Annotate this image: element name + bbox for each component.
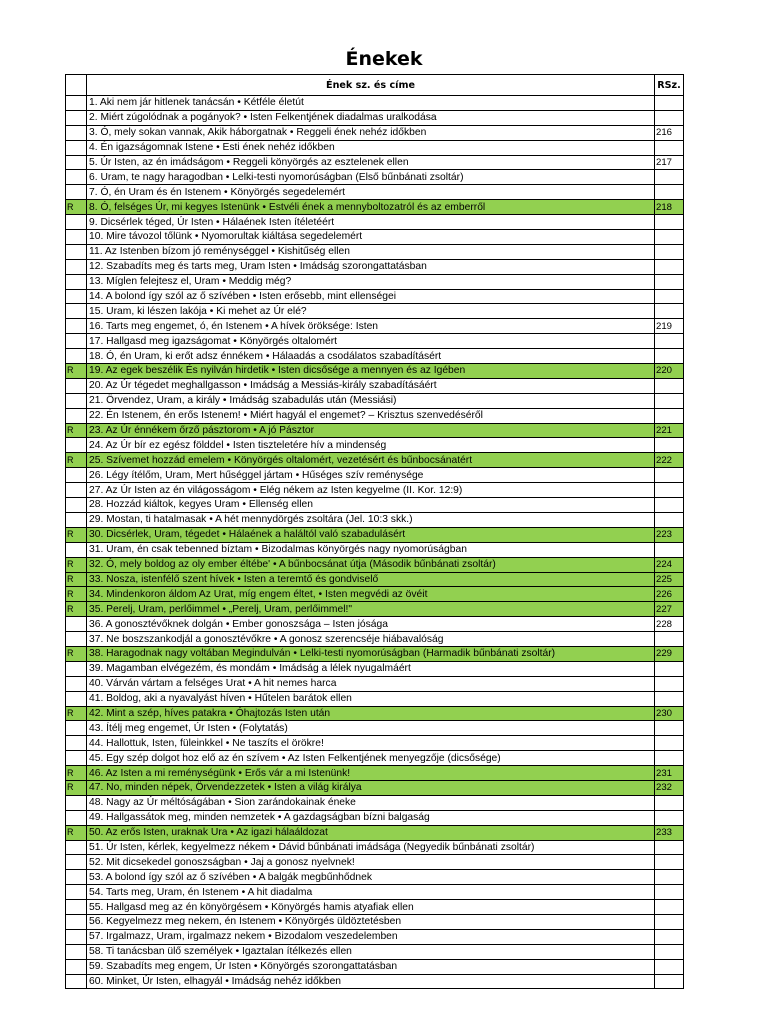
rsz-number: 219: [655, 319, 684, 334]
song-title: 52. Mit dicsekedel gonoszságban • Jaj a gonosz nyelvnek!: [87, 855, 655, 870]
table-row: [66, 542, 684, 557]
rsz-number: [655, 870, 684, 885]
rsz-number: 231: [655, 766, 684, 781]
rsz-number: 226: [655, 587, 684, 602]
row-mark: [66, 393, 87, 408]
rsz-number: [655, 140, 684, 155]
table-row: [66, 438, 684, 453]
table-row: [66, 393, 684, 408]
table-row: [66, 230, 684, 245]
table-row: [66, 244, 684, 259]
song-title: 32. Ó, mely boldog az oly ember éltébe' • A bűnbocsánat útja (Második bűnbánati zsoltár): [87, 557, 655, 572]
row-mark: [66, 959, 87, 974]
table-row: [66, 646, 684, 661]
rsz-number: [655, 408, 684, 423]
rsz-number: [655, 751, 684, 766]
song-title: 34. Mindenkoron áldom Az Urat, míg engem éltet, • Isten megvédi az övéit: [87, 587, 655, 602]
song-title: 39. Magamban elvégezém, és mondám • Imádság a lélek nyugalmáért: [87, 661, 655, 676]
row-mark: [66, 840, 87, 855]
song-title: 60. Minket, Úr Isten, elhagyál • Imádság nehéz időkben: [87, 974, 655, 989]
rsz-number: [655, 914, 684, 929]
rsz-number: 228: [655, 617, 684, 632]
row-mark: [66, 661, 87, 676]
rsz-number: [655, 721, 684, 736]
rsz-number: [655, 185, 684, 200]
rsz-number: 230: [655, 706, 684, 721]
rsz-number: [655, 334, 684, 349]
row-mark: [66, 185, 87, 200]
table-row: [66, 259, 684, 274]
table-row: [66, 349, 684, 364]
row-mark: [66, 334, 87, 349]
row-mark: [66, 304, 87, 319]
rsz-number: [655, 736, 684, 751]
song-title: 59. Szabadíts meg engem, Úr Isten • Könyörgés szorongattatásban: [87, 959, 655, 974]
rsz-number: [655, 944, 684, 959]
song-title: 19. Az egek beszélik És nyilván hirdetik • Isten dicsősége a mennyen és az Igében: [87, 364, 655, 379]
row-mark: [66, 885, 87, 900]
table-row: [66, 721, 684, 736]
rsz-number: 221: [655, 423, 684, 438]
table-row: [66, 661, 684, 676]
song-title: 28. Hozzád kiáltok, kegyes Uram • Ellenség ellen: [87, 498, 655, 513]
row-mark: R: [66, 527, 87, 542]
rsz-number: 220: [655, 364, 684, 379]
song-title: 46. Az Isten a mi reménységünk • Erős vár a mi Istenünk!: [87, 766, 655, 781]
row-mark: [66, 676, 87, 691]
song-title: 6. Uram, te nagy haragodban • Lelki-testi nyomorúságban (Első bűnbánati zsoltár): [87, 170, 655, 185]
song-title: 41. Boldog, aki a nyavalyást híven • Hűtelen barátok ellen: [87, 691, 655, 706]
song-title: 21. Örvendez, Uram, a király • Imádság szabadulás után (Messiási): [87, 393, 655, 408]
row-mark: R: [66, 423, 87, 438]
table-row: [66, 974, 684, 989]
song-title: 22. Én Istenem, én erős Istenem! • Miért hagyál el engemet? – Krisztus szenvedéséről: [87, 408, 655, 423]
song-title: 11. Az Istenben bízom jó reménységgel • Kishitűség ellen: [87, 244, 655, 259]
song-title: 44. Hallottuk, Isten, füleinkkel • Ne taszíts el örökre!: [87, 736, 655, 751]
table-row: [66, 512, 684, 527]
table-row: [66, 855, 684, 870]
row-mark: [66, 125, 87, 140]
rsz-number: [655, 393, 684, 408]
rsz-number: [655, 483, 684, 498]
song-title: 27. Az Úr Isten az én világosságom • Elég nékem az Isten kegyelme (II. Kor. 12:9): [87, 483, 655, 498]
table-row: [66, 483, 684, 498]
rsz-number: [655, 468, 684, 483]
table-row: [66, 632, 684, 647]
rsz-number: 233: [655, 825, 684, 840]
table-row: [66, 885, 684, 900]
rsz-number: 227: [655, 602, 684, 617]
rsz-number: [655, 349, 684, 364]
table-row: [66, 557, 684, 572]
song-title: 26. Légy ítélőm, Uram, Mert hűséggel jártam • Hűséges szív reménysége: [87, 468, 655, 483]
row-mark: [66, 349, 87, 364]
rsz-number: [655, 810, 684, 825]
row-mark: [66, 215, 87, 230]
song-title: 15. Uram, ki lészen lakója • Ki mehet az Úr elé?: [87, 304, 655, 319]
song-title: 51. Úr Isten, kérlek, kegyelmezz nékem • Dávid bűnbánati imádsága (Negyedik bűnbánati zsoltár): [87, 840, 655, 855]
song-title: 29. Mostan, ti hatalmasak • A hét mennydörgés zsoltára (Jel. 10:3 skk.): [87, 512, 655, 527]
rsz-number: 229: [655, 646, 684, 661]
table-row: [66, 274, 684, 289]
row-mark: R: [66, 825, 87, 840]
row-mark: [66, 110, 87, 125]
table-row: [66, 364, 684, 379]
table-row: [66, 900, 684, 915]
song-title: 18. Ó, én Uram, ki erőt adsz énnékem • Hálaadás a csodálatos szabadításért: [87, 349, 655, 364]
row-mark: [66, 468, 87, 483]
rsz-number: [655, 289, 684, 304]
song-title: 10. Mire távozol tőlünk • Nyomorultak kiáltása segedelemért: [87, 230, 655, 245]
song-title: 25. Szívemet hozzád emelem • Könyörgés oltalomért, vezetésért és bűnbocsánatért: [87, 453, 655, 468]
row-mark: [66, 617, 87, 632]
rsz-number: [655, 274, 684, 289]
table-row: [66, 527, 684, 542]
rsz-number: [655, 840, 684, 855]
row-mark: R: [66, 602, 87, 617]
table-row: [66, 914, 684, 929]
row-mark: [66, 289, 87, 304]
table-row: [66, 959, 684, 974]
row-mark: [66, 319, 87, 334]
song-title: 2. Miért zúgolódnak a pogányok? • Isten Felkentjének diadalmas uralkodása: [87, 110, 655, 125]
song-title: 3. Ó, mely sokan vannak, Akik háborgatnak • Reggeli ének nehéz időkben: [87, 125, 655, 140]
row-mark: [66, 974, 87, 989]
table-row: [66, 125, 684, 140]
song-title: 12. Szabadíts meg és tarts meg, Uram Isten • Imádság szorongattatásban: [87, 259, 655, 274]
row-mark: R: [66, 587, 87, 602]
row-mark: [66, 810, 87, 825]
table-row: [66, 408, 684, 423]
song-title: 53. A bolond így szól az ő szívében • A balgák megbűnhődnek: [87, 870, 655, 885]
song-title: 40. Várván vártam a felséges Urat • A hit nemes harca: [87, 676, 655, 691]
row-mark: [66, 542, 87, 557]
rsz-number: 222: [655, 453, 684, 468]
rsz-number: 223: [655, 527, 684, 542]
header-song-title: Ének sz. és címe: [87, 75, 655, 96]
table-row: [66, 185, 684, 200]
row-mark: R: [66, 200, 87, 215]
song-title: 13. Míglen felejtesz el, Uram • Meddig még?: [87, 274, 655, 289]
row-mark: [66, 96, 87, 111]
row-mark: [66, 408, 87, 423]
rsz-number: [655, 542, 684, 557]
rsz-number: [655, 438, 684, 453]
table-row: [66, 155, 684, 170]
table-row: [66, 423, 684, 438]
row-mark: [66, 900, 87, 915]
table-row: [66, 706, 684, 721]
rsz-number: [655, 855, 684, 870]
row-mark: R: [66, 646, 87, 661]
table-row: [66, 200, 684, 215]
song-title: 56. Kegyelmezz meg nekem, én Istenem • Könyörgés üldöztetésben: [87, 914, 655, 929]
rsz-number: [655, 632, 684, 647]
row-mark: R: [66, 557, 87, 572]
rsz-number: 218: [655, 200, 684, 215]
song-title: 33. Nosza, istenfélő szent hívek • Isten a teremtő és gondviselő: [87, 572, 655, 587]
table-row: [66, 810, 684, 825]
table-row: [66, 96, 684, 111]
song-title: 48. Nagy az Úr méltóságában • Sion zarándokainak éneke: [87, 795, 655, 810]
rsz-number: [655, 244, 684, 259]
song-title: 9. Dicsérlek téged, Úr Isten • Hálaének Isten ítéletéért: [87, 215, 655, 230]
table-row: [66, 676, 684, 691]
row-mark: [66, 498, 87, 513]
table-row: [66, 602, 684, 617]
songs-table: [65, 74, 684, 989]
table-row: [66, 498, 684, 513]
song-title: 55. Hallgasd meg az én könyörgésem • Könyörgés hamis atyafiak ellen: [87, 900, 655, 915]
song-title: 14. A bolond így szól az ő szívében • Isten erősebb, mint ellenségei: [87, 289, 655, 304]
song-title: 45. Egy szép dolgot hoz elő az én szívem • Az Isten Felkentjének menyegzője (dicsősége): [87, 751, 655, 766]
rsz-number: 225: [655, 572, 684, 587]
row-mark: [66, 795, 87, 810]
rsz-number: 216: [655, 125, 684, 140]
song-title: 23. Az Úr énnékem őrző pásztorom • A jó Pásztor: [87, 423, 655, 438]
song-title: 58. Ti tanácsban ülő személyek • Igaztalan ítélkezés ellen: [87, 944, 655, 959]
row-mark: [66, 721, 87, 736]
row-mark: [66, 914, 87, 929]
rsz-number: 232: [655, 780, 684, 795]
song-title: 30. Dicsérlek, Uram, tégedet • Hálaének a haláltól való szabadulásért: [87, 527, 655, 542]
row-mark: R: [66, 572, 87, 587]
table-row: [66, 453, 684, 468]
row-mark: [66, 274, 87, 289]
row-mark: [66, 870, 87, 885]
song-title: 38. Haragodnak nagy voltában Megindulván • Lelki-testi nyomorúságban (Harmadik bűnbánati zsoltár): [87, 646, 655, 661]
song-title: 17. Hallgasd meg igazságomat • Könyörgés oltalomért: [87, 334, 655, 349]
song-title: 35. Perelj, Uram, perlőimmel • „Perelj, Uram, perlőimmel!": [87, 602, 655, 617]
song-title: 31. Uram, én csak tebenned bíztam • Bizodalmas könyörgés nagy nyomorúságban: [87, 542, 655, 557]
row-mark: [66, 751, 87, 766]
song-title: 20. Az Úr tégedet meghallgasson • Imádság a Messiás-király szabadításáért: [87, 378, 655, 393]
page-title: Énekek: [345, 48, 423, 70]
row-mark: [66, 512, 87, 527]
rsz-number: [655, 170, 684, 185]
row-mark: [66, 170, 87, 185]
row-mark: [66, 230, 87, 245]
table-row: [66, 289, 684, 304]
rsz-number: [655, 691, 684, 706]
song-title: 16. Tarts meg engemet, ó, én Istenem • A hívek öröksége: Isten: [87, 319, 655, 334]
rsz-number: [655, 661, 684, 676]
rsz-number: [655, 110, 684, 125]
table-row: [66, 572, 684, 587]
songs-table-body: [66, 96, 684, 989]
rsz-number: [655, 795, 684, 810]
table-row: [66, 944, 684, 959]
song-title: 5. Úr Isten, az én imádságom • Reggeli könyörgés az esztelenek ellen: [87, 155, 655, 170]
row-mark: [66, 140, 87, 155]
song-title: 1. Aki nem jár hitlenek tanácsán • Kétféle életút: [87, 96, 655, 111]
song-title: 37. Ne boszszankodjál a gonosztévőkre • A gonosz szerencséje hiábavalóság: [87, 632, 655, 647]
table-row: [66, 378, 684, 393]
row-mark: [66, 438, 87, 453]
rsz-number: [655, 885, 684, 900]
row-mark: R: [66, 364, 87, 379]
song-title: 24. Az Úr bír ez egész földdel • Isten tiszteletére hív a mindenség: [87, 438, 655, 453]
song-title: 50. Az erős Isten, uraknak Ura • Az igazi hálaáldozat: [87, 825, 655, 840]
rsz-number: [655, 215, 684, 230]
song-title: 57. Irgalmazz, Uram, irgalmazz nekem • Bizodalom veszedelemben: [87, 929, 655, 944]
row-mark: [66, 855, 87, 870]
row-mark: R: [66, 766, 87, 781]
song-title: 54. Tarts meg, Uram, én Istenem • A hit diadalma: [87, 885, 655, 900]
rsz-number: 217: [655, 155, 684, 170]
table-row: [66, 751, 684, 766]
rsz-number: [655, 96, 684, 111]
table-row: [66, 870, 684, 885]
table-header-row: [66, 75, 684, 96]
row-mark: [66, 691, 87, 706]
song-title: 47. No, minden népek, Örvendezzetek • Isten a világ királya: [87, 780, 655, 795]
table-row: [66, 929, 684, 944]
rsz-number: [655, 900, 684, 915]
song-title: 4. Én igazságomnak Istene • Esti ének nehéz időkben: [87, 140, 655, 155]
table-row: [66, 334, 684, 349]
table-row: [66, 110, 684, 125]
row-mark: [66, 929, 87, 944]
row-mark: [66, 736, 87, 751]
row-mark: R: [66, 780, 87, 795]
song-title: 42. Mint a szép, híves patakra • Óhajtozás Isten után: [87, 706, 655, 721]
table-row: [66, 840, 684, 855]
table-row: [66, 736, 684, 751]
rsz-number: [655, 498, 684, 513]
row-mark: R: [66, 706, 87, 721]
rsz-number: [655, 259, 684, 274]
table-row: [66, 468, 684, 483]
row-mark: [66, 483, 87, 498]
table-row: [66, 587, 684, 602]
rsz-number: [655, 304, 684, 319]
row-mark: R: [66, 453, 87, 468]
row-mark: [66, 632, 87, 647]
table-row: [66, 795, 684, 810]
rsz-number: [655, 676, 684, 691]
table-row: [66, 825, 684, 840]
song-title: 43. Ítélj meg engemet, Úr Isten • (Folytatás): [87, 721, 655, 736]
rsz-number: [655, 378, 684, 393]
rsz-number: [655, 974, 684, 989]
table-row: [66, 304, 684, 319]
rsz-number: [655, 959, 684, 974]
table-row: [66, 780, 684, 795]
header-rsz: RSz.: [655, 75, 684, 96]
row-mark: [66, 259, 87, 274]
rsz-number: [655, 230, 684, 245]
table-row: [66, 319, 684, 334]
rsz-number: [655, 929, 684, 944]
song-title: 8. Ó, felséges Úr, mi kegyes Istenünk • Estvéli ének a mennyboltozatról és az emberről: [87, 200, 655, 215]
song-title: 49. Hallgassátok meg, minden nemzetek • A gazdagságban bízni balgaság: [87, 810, 655, 825]
table-row: [66, 140, 684, 155]
song-title: 36. A gonosztévőknek dolgán • Ember gonoszsága – Isten jósága: [87, 617, 655, 632]
rsz-number: [655, 512, 684, 527]
rsz-number: 224: [655, 557, 684, 572]
row-mark: [66, 155, 87, 170]
table-row: [66, 617, 684, 632]
row-mark: [66, 244, 87, 259]
table-row: [66, 766, 684, 781]
table-row: [66, 170, 684, 185]
table-row: [66, 691, 684, 706]
table-row: [66, 215, 684, 230]
header-mark: [66, 75, 87, 96]
row-mark: [66, 944, 87, 959]
row-mark: [66, 378, 87, 393]
song-title: 7. Ó, én Uram és én Istenem • Könyörgés segedelemért: [87, 185, 655, 200]
